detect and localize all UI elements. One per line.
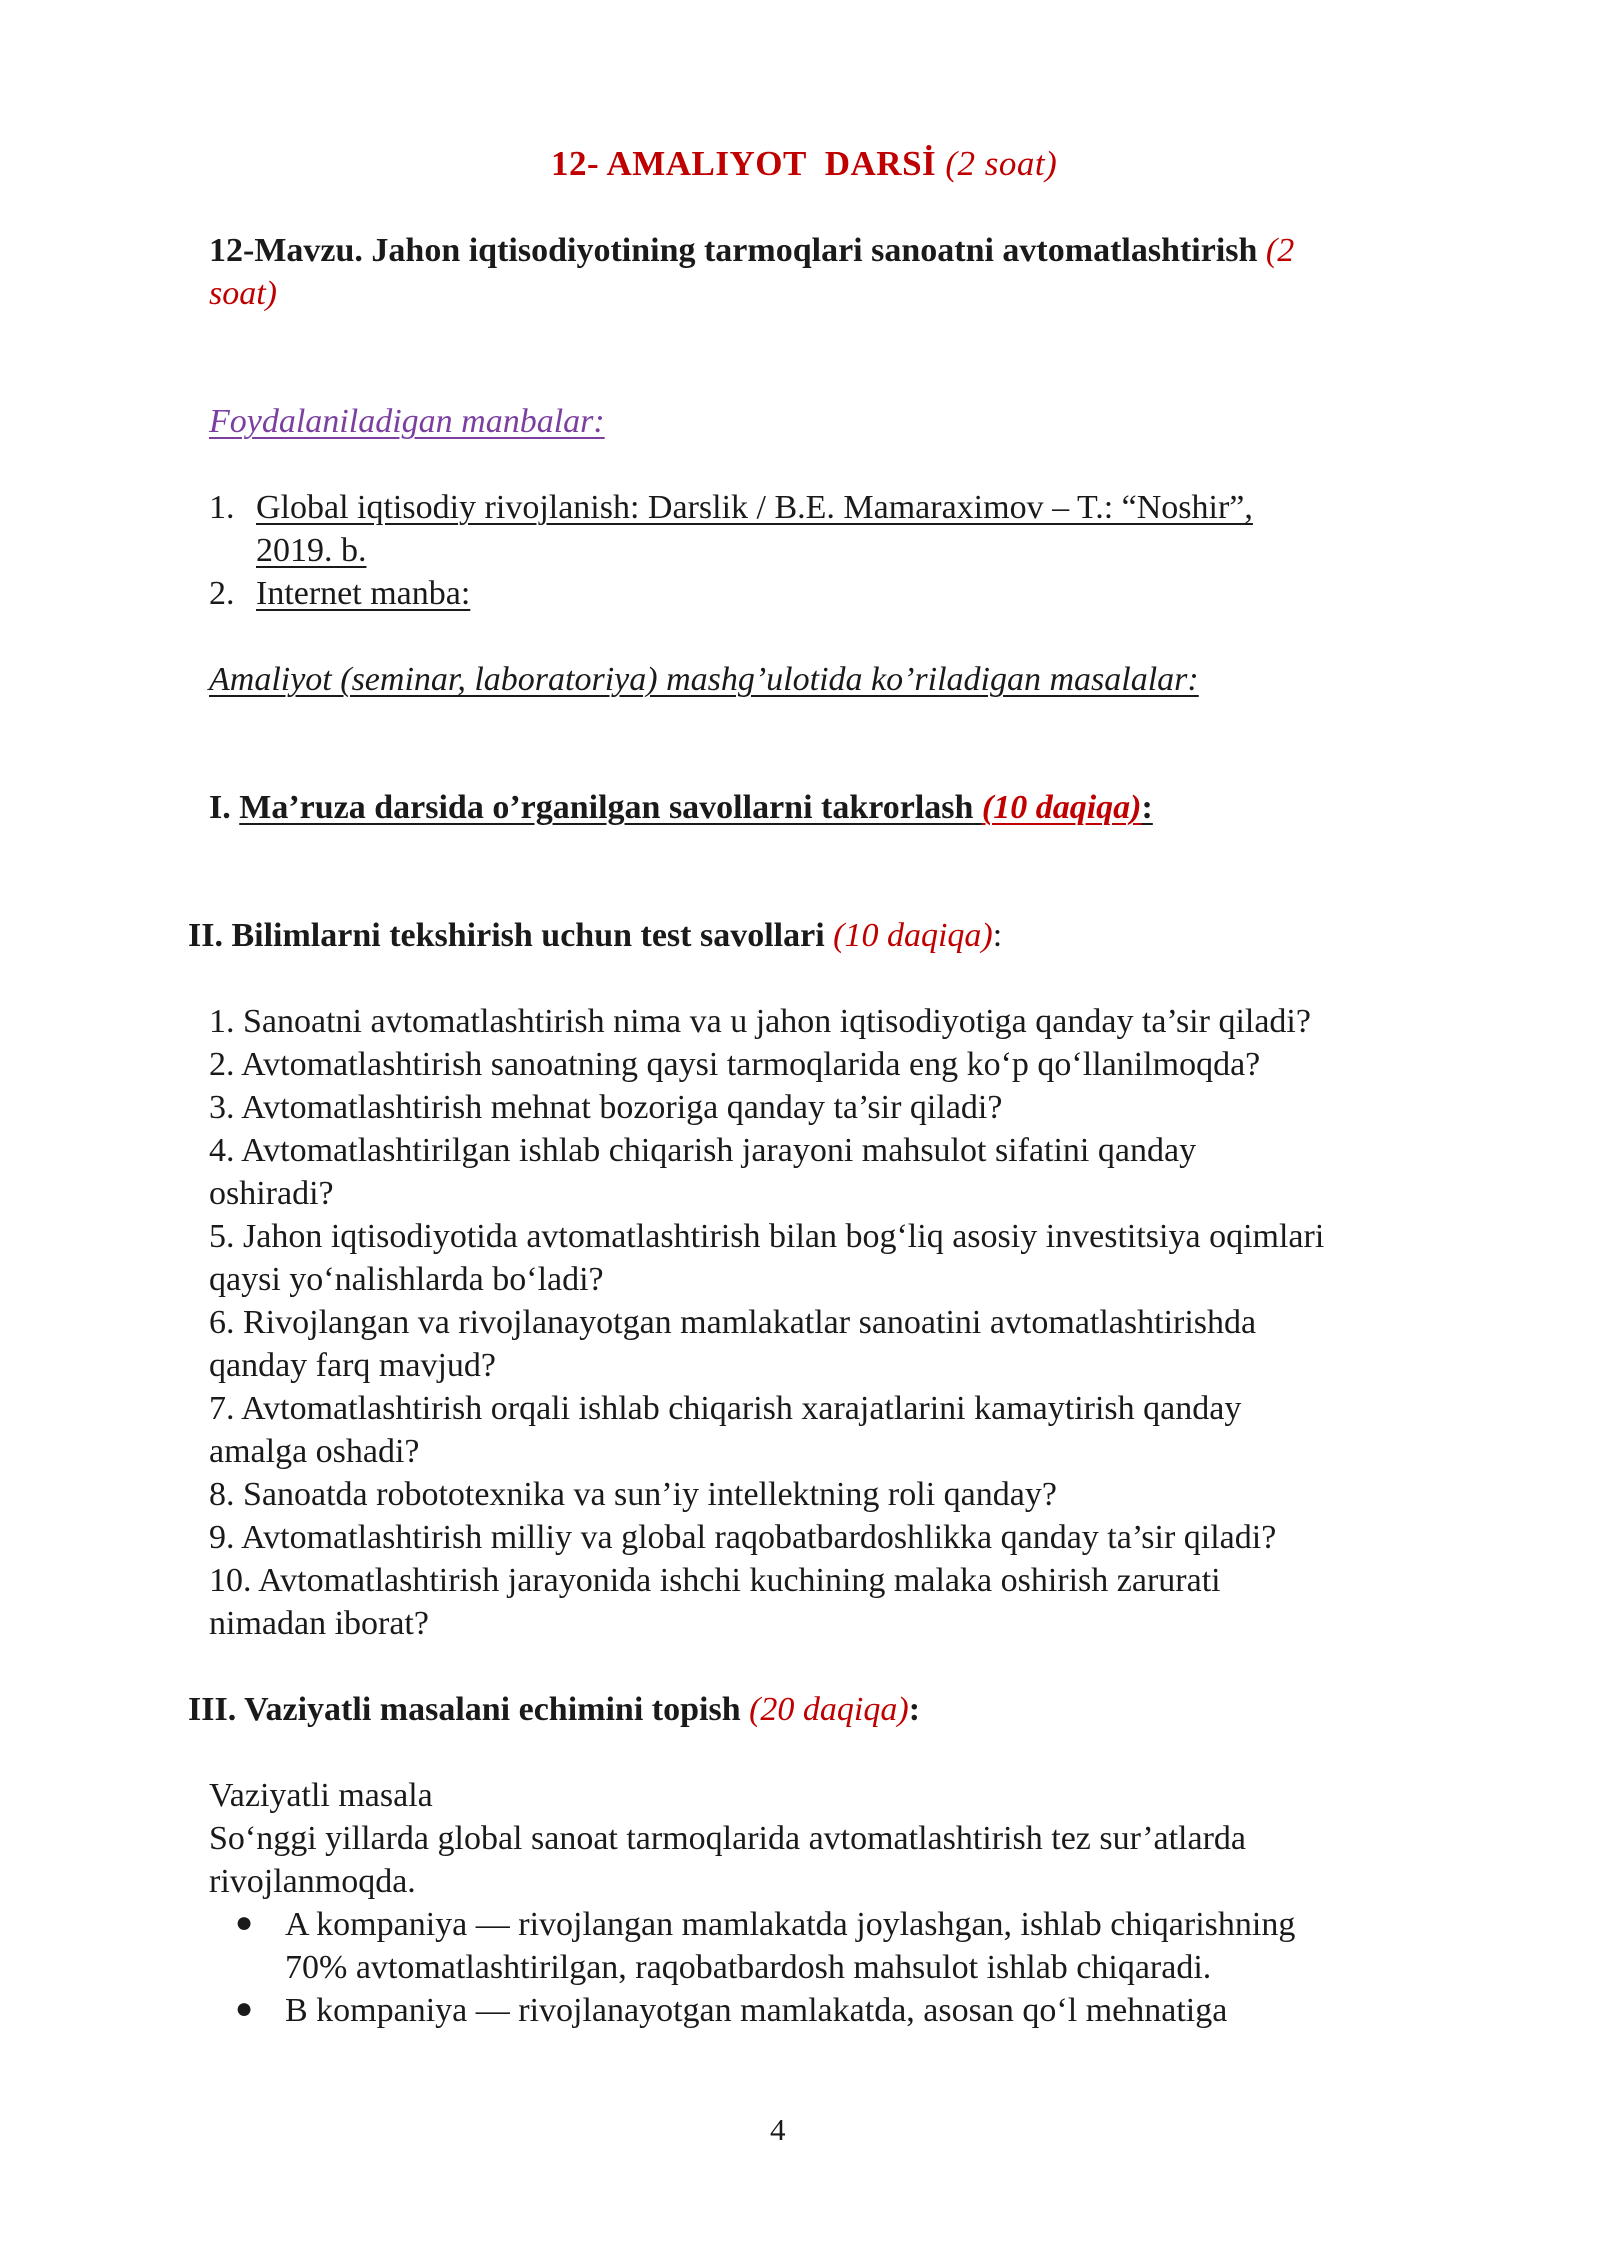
question-line: nimadan iborat? [209, 1605, 429, 1642]
page-title [551, 142, 1057, 185]
section-3-colon: : [908, 1691, 921, 1728]
section-1-colon: : [1141, 789, 1153, 826]
case-bullet-a: A kompaniya — rivojlangan mamlakatda joylashgan, ishlab chiqarishning [285, 1906, 1296, 1943]
case-title: Vaziyatli masala [209, 1777, 433, 1814]
page-number: 4 [770, 2112, 786, 2147]
topic-hours-a: (2 [1265, 232, 1295, 269]
section-1-title: Ma’ruza darsida o’rganilgan savollarni takrorlash [239, 789, 974, 826]
practice-heading: Amaliyot (seminar, laboratoriya) mashg’ulotida ko’riladigan masalalar: [209, 661, 1199, 698]
case-bullet-a-cont: 70% avtomatlashtirilgan, raqobatbardosh mahsulot ishlab chiqaradi. [285, 1949, 1212, 1986]
section-1-heading [209, 786, 1153, 829]
bullet-dot-icon: ● [235, 1992, 254, 2025]
question-line: 9. Avtomatlashtirish milliy va global raqobatbardoshlikka qanday ta’sir qiladi? [209, 1519, 1277, 1556]
question-line: qaysi yo‘nalishlarda bo‘ladi? [209, 1261, 604, 1298]
section-2-colon: : [992, 917, 1003, 954]
question-line: 5. Jahon iqtisodiyotida avtomatlashtirish bilan bog‘liq asosiy investitsiya oqimlari [209, 1218, 1325, 1255]
source-item-1[interactable]: Global iqtisodiy rivojlanish: Darslik / B.E. Mamaraximov – T.: “Noshir”, [256, 489, 1253, 526]
case-bullet-b: B kompaniya — rivojlanayotgan mamlakatda, asosan qo‘l mehnatiga [285, 1992, 1228, 2029]
question-line: 6. Rivojlangan va rivojlanayotgan mamlakatlar sanoatini avtomatlashtirishda [209, 1304, 1257, 1341]
section-2-title: II. Bilimlarni tekshirish uchun test savollari [188, 917, 825, 954]
title-hours: (2 soat) [945, 144, 1058, 183]
question-line: 4. Avtomatlashtirilgan ishlab chiqarish jarayoni mahsulot sifatini qanday [209, 1132, 1197, 1169]
topic-hours-b: soat) [209, 275, 277, 312]
section-2-time: (10 daqiqa) [833, 917, 993, 954]
section-3-title: III. Vaziyatli masalani echimini topish [188, 1691, 741, 1728]
question-line: oshiradi? [209, 1175, 334, 1212]
case-intro: So‘nggi yillarda global sanoat tarmoqlarida avtomatlashtirish tez sur’atlarda [209, 1820, 1246, 1857]
question-line: 8. Sanoatda robototexnika va sun’iy intellektning roli qanday? [209, 1476, 1057, 1513]
title-main: 12- AMALIYOT DARSİ [551, 144, 937, 183]
sources-heading: Foydalaniladigan manbalar: [209, 403, 605, 440]
question-line: amalga oshadi? [209, 1433, 420, 1470]
section-2-heading [188, 914, 1002, 957]
question-line: qanday farq mavjud? [209, 1347, 496, 1384]
topic-heading [209, 229, 1294, 272]
question-line: 1. Sanoatni avtomatlashtirish nima va u jahon iqtisodiyotiga qanday ta’sir qiladi? [209, 1003, 1311, 1040]
section-1-time: (10 daqiqa) [981, 789, 1142, 826]
section-1-roman: I. [209, 789, 231, 826]
topic-text: 12-Mavzu. Jahon iqtisodiyotining tarmoqlari sanoatni avtomatlashtirish [209, 232, 1258, 269]
source-item-1-num: 1. [209, 489, 235, 526]
question-line: 7. Avtomatlashtirish orqali ishlab chiqarish xarajatlarini kamaytirish qanday [209, 1390, 1242, 1427]
question-line: 10. Avtomatlashtirish jarayonida ishchi kuchining malaka oshirish zarurati [209, 1562, 1221, 1599]
section-3-time: (20 daqiqa) [749, 1691, 909, 1728]
source-item-1-cont[interactable]: 2019. b. [256, 532, 367, 569]
question-line: 3. Avtomatlashtirish mehnat bozoriga qanday ta’sir qiladi? [209, 1089, 1003, 1126]
question-line: 2. Avtomatlashtirish sanoatning qaysi tarmoqlarida eng ko‘p qo‘llanilmoqda? [209, 1046, 1261, 1083]
source-item-2-num: 2. [209, 575, 235, 612]
section-3-heading [188, 1688, 920, 1731]
case-intro-cont: rivojlanmoqda. [209, 1863, 416, 1900]
bullet-dot-icon: ● [235, 1906, 254, 1939]
source-item-2[interactable]: Internet manba: [256, 575, 471, 612]
